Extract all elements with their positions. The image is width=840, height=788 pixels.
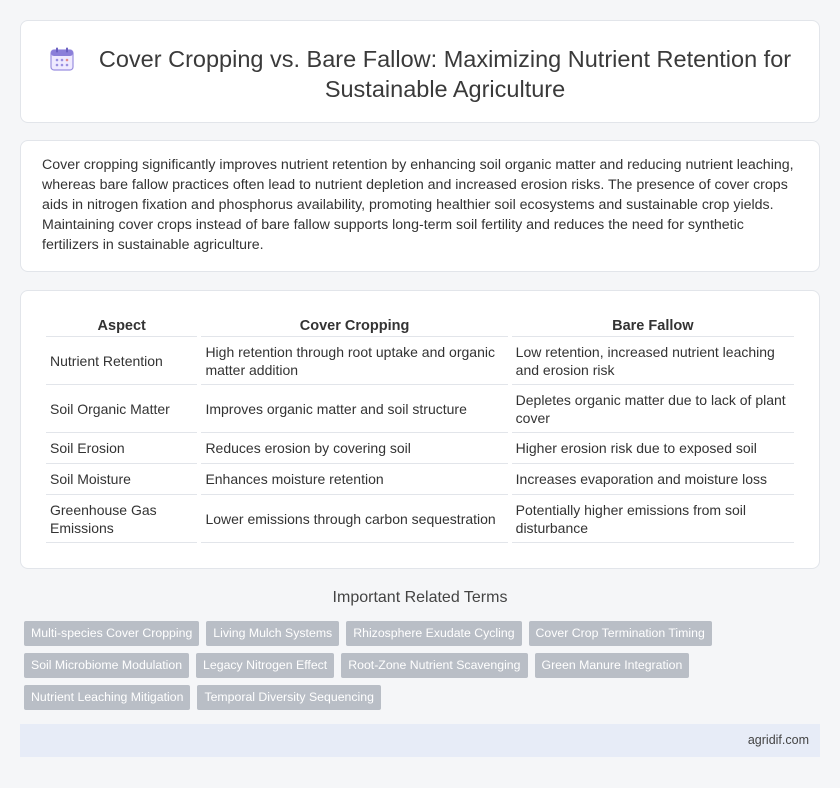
related-tags [24, 621, 814, 717]
table-header-row [46, 315, 794, 337]
table-cell: Soil Organic Matter [46, 385, 197, 433]
tag-link[interactable]: Living Mulch Systems [206, 621, 339, 646]
table-row [46, 385, 794, 433]
table-cell: Low retention, increased nutrient leaching and erosion risk [512, 337, 794, 385]
table-row [46, 433, 794, 464]
tag-link[interactable]: Temporal Diversity Sequencing [197, 685, 381, 710]
tag-link[interactable]: Cover Crop Termination Timing [529, 621, 712, 646]
table-row [46, 337, 794, 385]
header-aspect: Aspect [46, 315, 197, 337]
tag-link[interactable]: Root-Zone Nutrient Scavenging [341, 653, 527, 678]
table-cell: Enhances moisture retention [201, 464, 507, 495]
footer [20, 724, 820, 757]
intro-paragraph: Cover cropping significantly improves nutrient retention by enhancing soil organic matter and reducing nutrient leaching, whereas bare fallow practices often lead to nutrient depletion and increased erosion risks. The presence of cover crops aids in nitrogen fixation and phosphorus availability, promoting healthier soil ecosystems and sustainable crop yields. Maintaining cover crops instead of bare fallow supports long-term soil fertility and reduces the need for synthetic fertilizers in sustainable agriculture. [42, 157, 794, 253]
table-cell: Higher erosion risk due to exposed soil [512, 433, 794, 464]
table-cell: Nutrient Retention [46, 337, 197, 385]
tag-link[interactable]: Soil Microbiome Modulation [24, 653, 189, 678]
table-row [46, 464, 794, 495]
page-title: Cover Cropping vs. Bare Fallow: Maximizing Nutrient Retention for Sustainable Agriculture [98, 46, 792, 102]
title-wrap [21, 21, 819, 122]
table-cell: Improves organic matter and soil structure [201, 385, 507, 433]
tag-link[interactable]: Rhizosphere Exudate Cycling [346, 621, 521, 646]
table-cell: Potentially higher emissions from soil disturbance [512, 495, 794, 543]
calendar-icon [49, 46, 75, 72]
tag-link[interactable]: Legacy Nitrogen Effect [196, 653, 334, 678]
table-cell: Lower emissions through carbon sequestration [201, 495, 507, 543]
table-cell: Soil Moisture [46, 464, 197, 495]
header-cover-cropping: Cover Cropping [201, 315, 507, 337]
table-cell: Soil Erosion [46, 433, 197, 464]
title-card [20, 20, 820, 123]
comparison-card [20, 290, 820, 569]
tag-link[interactable]: Multi-species Cover Cropping [24, 621, 199, 646]
footer-site-link[interactable]: agridif.com [747, 733, 809, 747]
tag-link[interactable]: Nutrient Leaching Mitigation [24, 685, 190, 710]
table-cell: Greenhouse Gas Emissions [46, 495, 197, 543]
table-cell: Depletes organic matter due to lack of plant cover [512, 385, 794, 433]
related-terms-title: Important Related Terms [332, 589, 508, 606]
table-cell: Increases evaporation and moisture loss [512, 464, 794, 495]
table-cell: High retention through root uptake and organic matter addition [201, 337, 507, 385]
tag-link[interactable]: Green Manure Integration [535, 653, 690, 678]
table-row [46, 495, 794, 543]
intro-card [20, 140, 820, 272]
table-cell: Reduces erosion by covering soil [201, 433, 507, 464]
comparison-table [42, 315, 798, 543]
header-bare-fallow: Bare Fallow [512, 315, 794, 337]
